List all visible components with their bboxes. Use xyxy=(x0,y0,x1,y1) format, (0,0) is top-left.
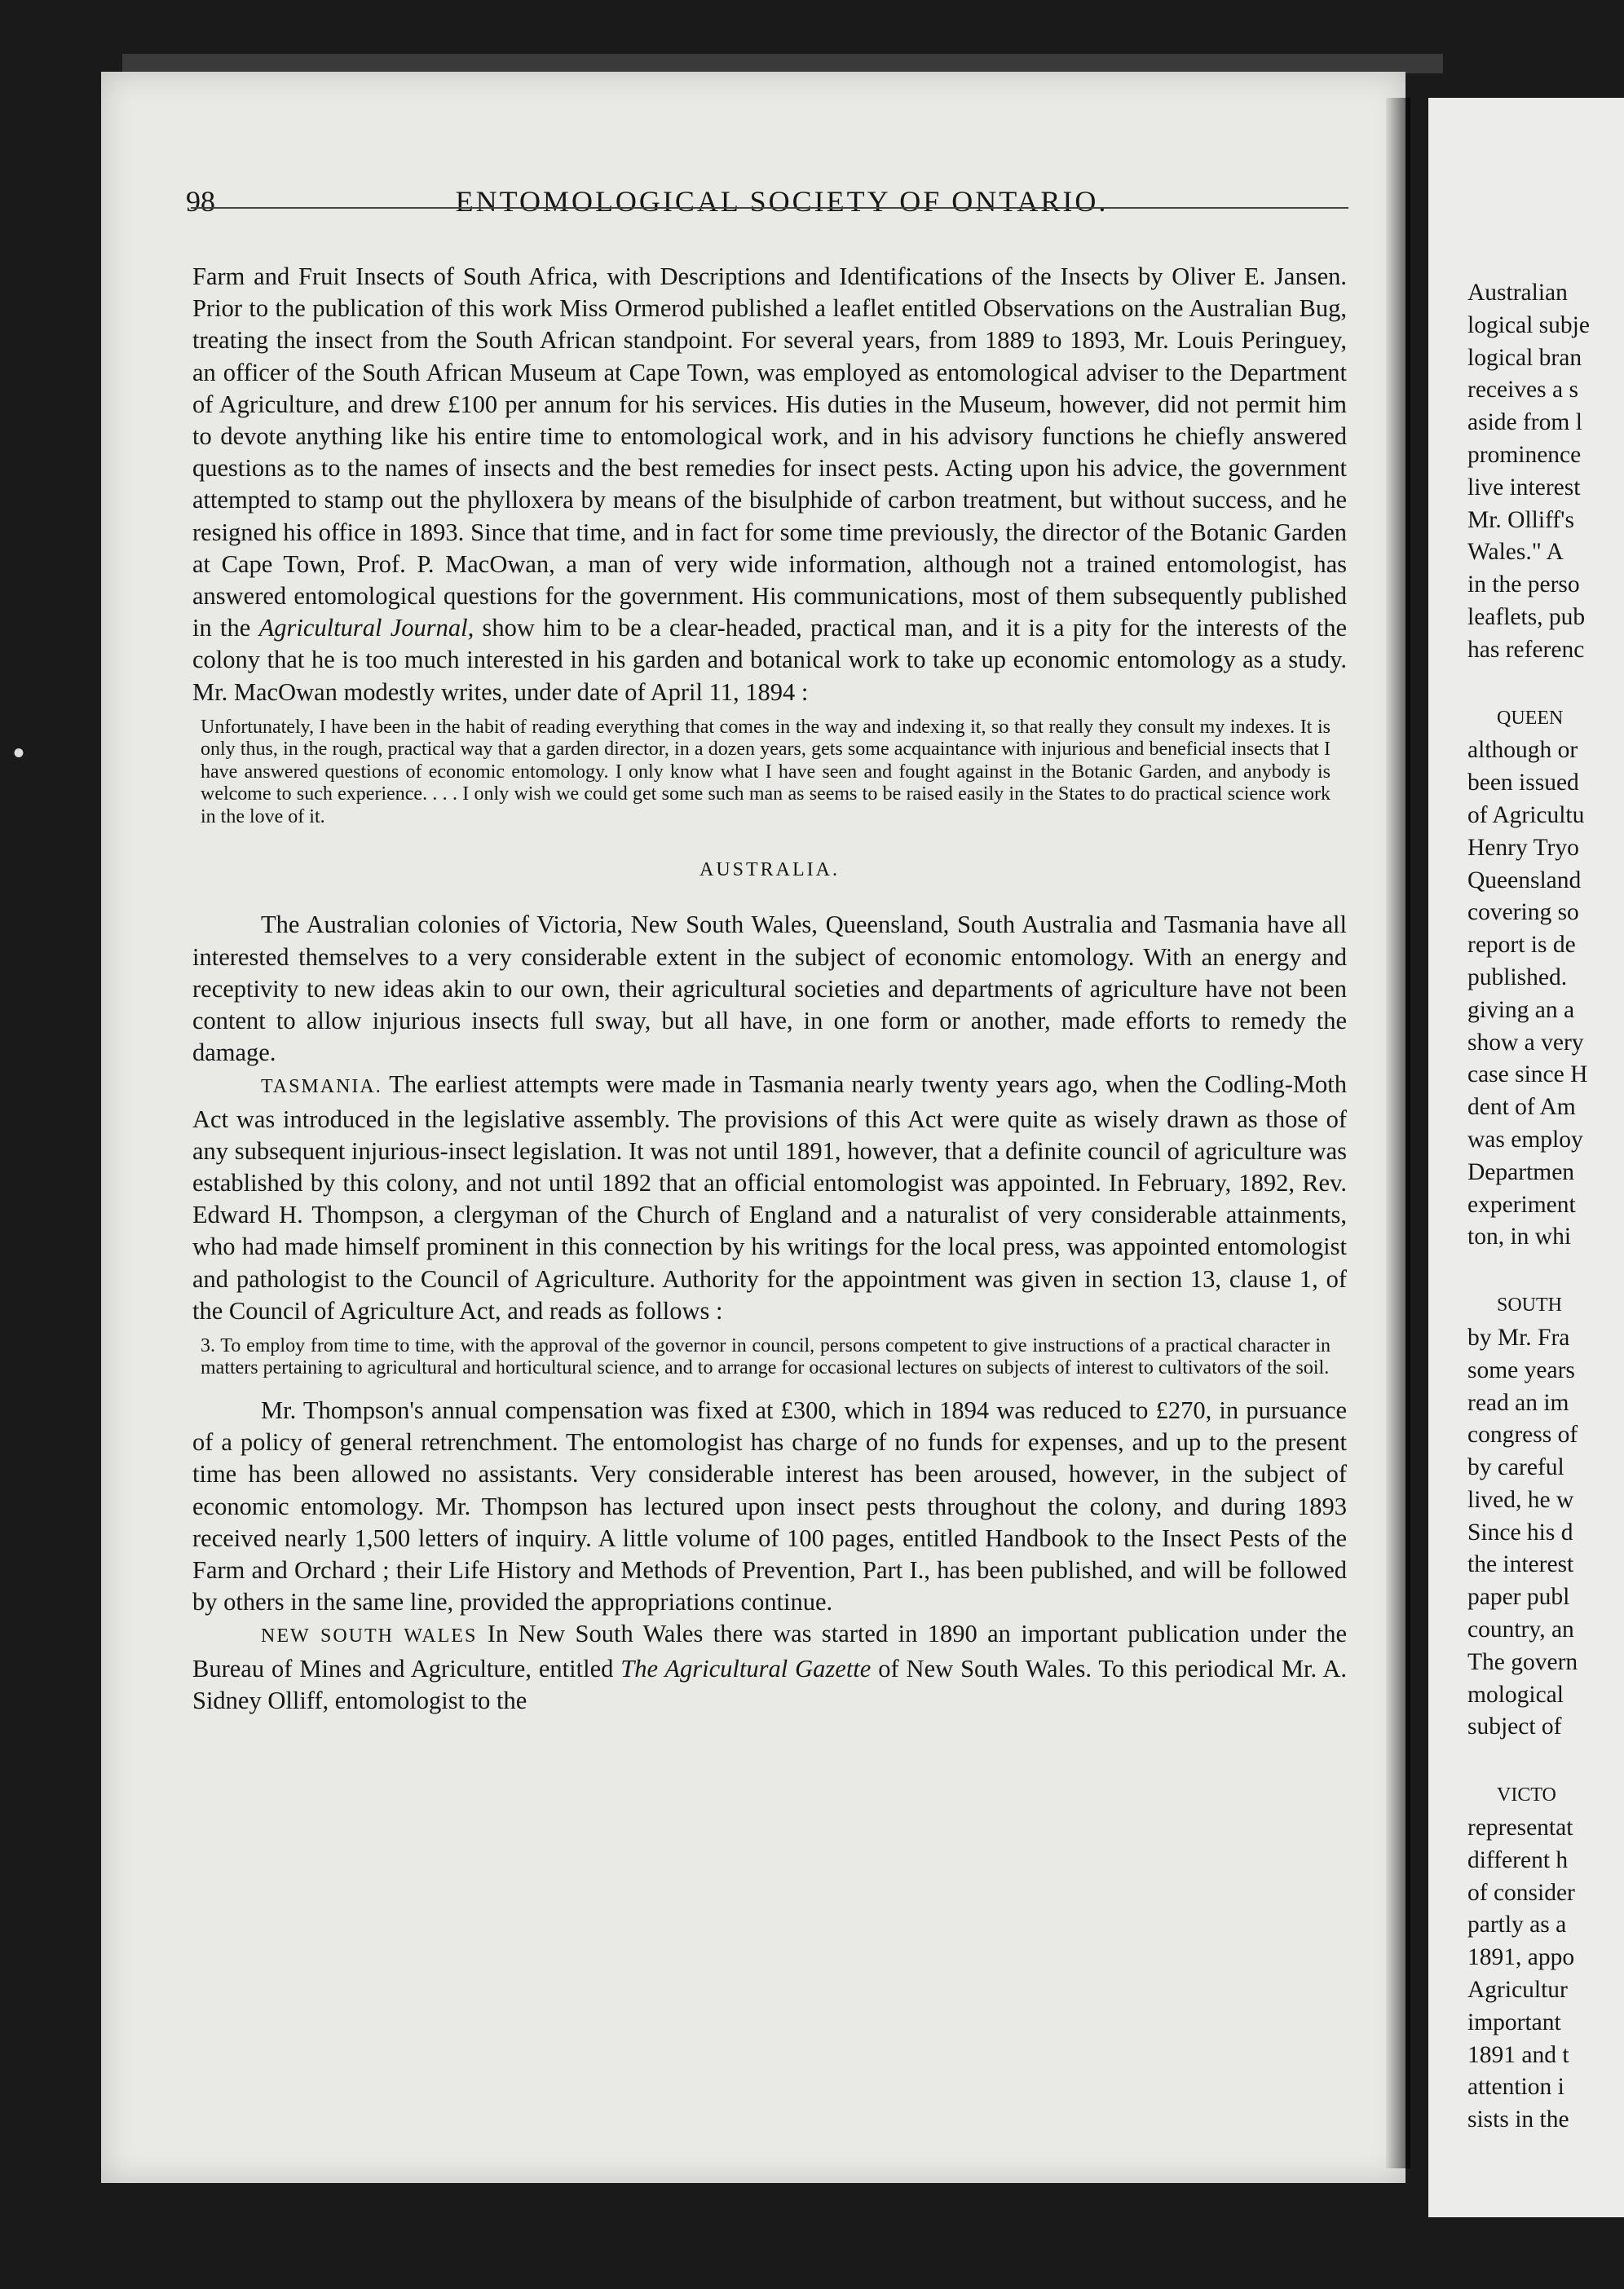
right-page-line: paper publ xyxy=(1467,1584,1570,1611)
right-page-line: show a very xyxy=(1467,1029,1584,1056)
right-page-line: covering so xyxy=(1467,899,1579,926)
italic-gazette-title: The Agricultural Gazette xyxy=(620,1654,872,1683)
right-page-line: prominence xyxy=(1467,441,1582,468)
right-page-line xyxy=(1428,1254,1590,1290)
right-page-line: Mr. Olliff's xyxy=(1467,506,1574,533)
right-page-line: subject of xyxy=(1467,1713,1562,1740)
page-right-partial xyxy=(1428,98,1624,2217)
quote-council-act: 3. To employ from time to time, with the approval of the governor in council, persons competent to give instructions of a practical character in matters pertaining to agricultural and horticultural science, and to arrange for occasional lectures on subjects of interest to cultivators of the soil. xyxy=(201,1334,1331,1379)
header-rule xyxy=(191,207,1348,209)
paragraph-south-africa: Farm and Fruit Insects of South Africa, with Descriptions and Identifications of the Insects by Oliver E. Jansen. Prior to the publication of this work Miss Ormerod published a leaflet entitled Observations on the Australian Bug, treating the insect from the South African standpoint. For several years, from 1889 to 1893, Mr. Louis Peringuey, an officer of the South African Museum at Cape Town, was employed as entomological adviser to the Department of Agriculture, and drew £100 per annum for his services. His duties in the Museum, however, did not permit him to devote anything like his entire time to entomological work, and in his advisory functions he chiefly answered questions as to the names of insects and the best remedies for insect pests. Acting upon his advice, the government attempted to stamp out the phylloxera by means of the bisulphide of carbon treatment, but without success, and he resigned his office in 1893. Since that time, and in fact for some time previously, the director of the Botanic Garden at Cape Town, Prof. P. MacOwan, a man of very wide information, although not a trained entomologist, has answered entomological questions for the government. His communications, most of them subsequently published in the Agricultural Journal, show him to be a clear-headed, practical man, and it is a pity for the interests of the colony that he is too much interested in his garden and botanical work to take up economic entomology as a study. Mr. MacOwan modestly writes, under date of April 11, 1894 : xyxy=(192,262,1348,706)
gutter-shadow xyxy=(1386,98,1410,2168)
right-page-line: Australian xyxy=(1467,280,1568,306)
right-page-line: was employ xyxy=(1467,1126,1583,1153)
right-page-line: VICTO xyxy=(1497,1784,1556,1806)
right-page-line: sists in the xyxy=(1467,2106,1569,2133)
right-page-line: in the perso xyxy=(1467,571,1580,598)
right-page-line: 1891 and t xyxy=(1467,2041,1569,2068)
right-page-line: country, an xyxy=(1467,1616,1574,1643)
right-page-line: report is de xyxy=(1467,932,1576,959)
right-page-line: receives a s xyxy=(1467,377,1578,404)
paragraph-thompson: Mr. Thompson's annual compensation was fixed at £300, which in 1894 was reduced to £270, in pursuance of a policy of general retrenchment. The entomologist has charge of no funds for expenses, and up to the present time has been allowed no assistants. Very considerable interest has been aroused, however, in the subject of economic entomology. Mr. Thompson has lectured upon insect pests throughout the colony, and during 1893 received nearly 1,500 letters of inquiry. A little volume of 100 pages, entitled Handbook to the Insect Pests of the Farm and Orchard ; their Life History and Methods of Prevention, Part I., has been published, and will be followed by others in the same line, provided the appropriations continue. xyxy=(192,1396,1347,1616)
right-page-line: Agricultur xyxy=(1467,1977,1568,2004)
page-header xyxy=(101,178,1406,227)
right-page-line: of Agricultu xyxy=(1467,801,1585,828)
book-edge xyxy=(122,54,1443,73)
right-page-line xyxy=(1428,667,1590,703)
right-page-line: case since H xyxy=(1467,1061,1588,1088)
right-page-line: partly as a xyxy=(1467,1912,1567,1938)
right-page-line: has referenc xyxy=(1467,636,1585,663)
right-page-line: QUEEN xyxy=(1497,707,1564,729)
right-page-line: logical bran xyxy=(1467,344,1582,371)
right-page-line: some years xyxy=(1467,1356,1575,1383)
right-page-line: important xyxy=(1467,2009,1561,2035)
right-page-line: SOUTH xyxy=(1497,1294,1563,1317)
right-page-line: leaflets, pub xyxy=(1467,603,1586,630)
right-page-line: live interest xyxy=(1467,474,1581,501)
lead-new-south-wales: NEW SOUTH WALES xyxy=(261,1625,478,1647)
right-page-line: different h xyxy=(1467,1846,1569,1873)
right-page-line: ton, in whi xyxy=(1467,1224,1572,1250)
body-text xyxy=(192,261,1347,1717)
margin-mark: • xyxy=(13,734,25,771)
right-page-line: published. xyxy=(1467,964,1568,990)
right-page-line xyxy=(1428,1744,1590,1780)
right-page-line: Henry Tryo xyxy=(1467,834,1579,861)
running-head: ENTOMOLOGICAL SOCIETY OF ONTARIO. xyxy=(455,185,1109,218)
lead-tasmania: TASMANIA. xyxy=(261,1076,382,1098)
right-page-line: Since his d xyxy=(1467,1519,1573,1546)
right-page-line: the interest xyxy=(1467,1551,1574,1578)
paragraph-new-south-wales: NEW SOUTH WALES In New South Wales there was started in 1890 an important publication under the Bureau of Mines and Agriculture, entitled The Agricultural Gazette of New South Wales. To this periodical Mr. A. Sidney Olliff, entomologist to the xyxy=(192,1620,1348,1714)
right-page-line: lived, he w xyxy=(1467,1486,1574,1513)
right-page-line: The govern xyxy=(1467,1648,1578,1675)
page-left xyxy=(101,72,1406,2183)
right-page-line: logical subje xyxy=(1467,311,1590,338)
quote-macowan: Unfortunately, I have been in the habit of reading everything that comes in the way and indexing it, so that really they consult my indexes. It is only thus, in the rough, practical way that a garden director, in a dozen years, gets some acquaintance with injurious and beneficial insects that I have answered questions of economic entomology. I only know what I have seen and fought against in the Botanic Garden, and anybody is welcome to such experience. . . . I only wish we could get some such man as seems to be raised easily in the States to do practical science work in the love of it. xyxy=(201,716,1331,827)
right-page-line: Departmen xyxy=(1467,1158,1575,1185)
page-number: 98 xyxy=(186,185,215,218)
right-page-line: Wales." A xyxy=(1467,539,1564,566)
italic-journal-title: Agricultural Journal, xyxy=(258,614,474,642)
right-page-line: experiment xyxy=(1467,1191,1576,1218)
right-page-line: although or xyxy=(1467,737,1578,764)
right-page-line: mological xyxy=(1467,1681,1564,1708)
right-page-line: read an im xyxy=(1467,1389,1569,1416)
right-page-line: been issued xyxy=(1467,770,1579,796)
paragraph-australia: The Australian colonies of Victoria, New South Wales, Queensland, South Australia and Tasmania have all interested themselves to a very considerable extent in the subject of economic entomology. With an energy and receptivity to new ideas akin to our own, their agricultural societies and departments of agriculture have not been content to allow injurious insects full sway, but all have, in one form or another, made efforts to remedy the damage. xyxy=(192,911,1347,1067)
section-title-australia: AUSTRALIA. xyxy=(699,859,840,881)
right-page-line: of consider xyxy=(1467,1879,1575,1906)
paragraph-tasmania: TASMANIA. The earliest attempts were made in Tasmania nearly twenty years ago, when the Codling-Moth Act was introduced in the legislative assembly. The provisions of this Act were quite as wisely drawn as those of any subsequent injurious-insect legislation. It was not until 1891, however, that a definite council of agriculture was established by this colony, and not until 1892 that an official entomologist was appointed. In February, 1892, Rev. Edward H. Thompson, a clergyman of the Church of England and a naturalist of very considerable attainments, who had made himself prominent in this connection by his writings for the local press, was appointed entomologist and pathologist to the Council of Agriculture. Authority for the appointment was given in section 13, clause 1, of the Council of Agriculture Act, and reads as follows : xyxy=(192,1070,1348,1325)
right-page-line: by Mr. Fra xyxy=(1467,1324,1570,1351)
right-page-text xyxy=(1428,277,1590,2137)
right-page-line: Queensland xyxy=(1467,867,1582,893)
right-page-line: giving an a xyxy=(1467,996,1575,1023)
right-page-line: dent of Am xyxy=(1467,1094,1576,1121)
right-page-line: aside from l xyxy=(1467,409,1582,436)
right-page-line: attention i xyxy=(1467,2074,1564,2101)
right-page-line: by careful xyxy=(1467,1454,1564,1481)
right-page-line: congress of xyxy=(1467,1422,1578,1449)
right-page-line: 1891, appo xyxy=(1467,1944,1575,1971)
right-page-line: representat xyxy=(1467,1815,1573,1841)
